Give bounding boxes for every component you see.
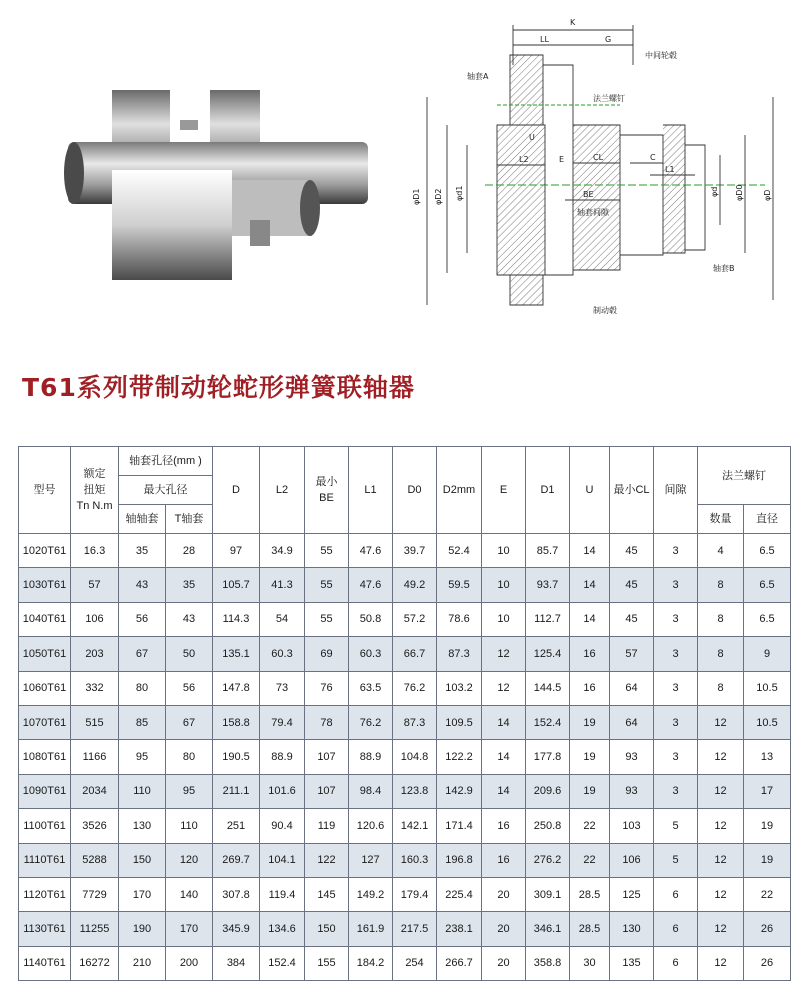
table-cell: 93: [610, 774, 654, 808]
table-cell: 8: [698, 602, 744, 636]
table-cell: 251: [213, 809, 260, 843]
table-cell: 55: [305, 568, 349, 602]
table-cell: 54: [260, 602, 305, 636]
header-e: E: [482, 447, 526, 534]
table-cell: 73: [260, 671, 305, 705]
table-cell: 106: [610, 843, 654, 877]
table-cell: 211.1: [213, 774, 260, 808]
table-cell: 57.2: [393, 602, 437, 636]
table-cell: 150: [305, 912, 349, 946]
table-cell: 8: [698, 637, 744, 671]
table-cell: 7729: [71, 877, 119, 911]
table-cell: 78: [305, 705, 349, 739]
table-cell: 76: [305, 671, 349, 705]
table-cell: 12: [698, 843, 744, 877]
table-cell: 12: [698, 946, 744, 980]
table-cell: 60.3: [349, 637, 393, 671]
header-bolt-qty: 数量: [698, 505, 744, 534]
table-cell: 41.3: [260, 568, 305, 602]
header-bolt-dia: 直径: [744, 505, 791, 534]
table-row: [19, 568, 791, 602]
table-cell: 103: [610, 809, 654, 843]
table-cell: 12: [698, 705, 744, 739]
table-cell: 28: [166, 534, 213, 568]
table-cell: 135.1: [213, 637, 260, 671]
table-cell: 12: [698, 877, 744, 911]
table-cell: 106: [71, 602, 119, 636]
table-cell: 14: [482, 740, 526, 774]
table-cell: 140: [166, 877, 213, 911]
table-cell: 85.7: [526, 534, 570, 568]
table-cell: 10.5: [744, 671, 791, 705]
table-cell: 30: [570, 946, 610, 980]
table-cell: 135: [610, 946, 654, 980]
dim-label-e: E: [559, 155, 565, 164]
table-cell: 5288: [71, 843, 119, 877]
table-cell: 110: [166, 809, 213, 843]
table-cell: 309.1: [526, 877, 570, 911]
table-cell: 6: [654, 877, 698, 911]
table-cell: 97: [213, 534, 260, 568]
label-flange-bolt: 法兰螺钉: [593, 94, 625, 103]
label-middle-wheel: 中间轮毂: [645, 51, 677, 60]
table-cell: 12: [698, 912, 744, 946]
table-cell: 110: [119, 774, 166, 808]
table-cell: 26: [744, 946, 791, 980]
table-cell: 515: [71, 705, 119, 739]
table-cell: 66.7: [393, 637, 437, 671]
label-hub-b: 轴套B: [713, 264, 735, 273]
table-cell: 64: [610, 671, 654, 705]
table-cell: 103.2: [437, 671, 482, 705]
table-cell: 19: [744, 809, 791, 843]
table-cell: 43: [166, 602, 213, 636]
table-cell: 16: [570, 637, 610, 671]
table-cell: 19: [570, 774, 610, 808]
table-cell: 2034: [71, 774, 119, 808]
table-cell: 130: [119, 809, 166, 843]
table-cell: 60.3: [260, 637, 305, 671]
table-cell: 225.4: [437, 877, 482, 911]
dim-label-c: C: [650, 153, 656, 162]
table-cell: 11255: [71, 912, 119, 946]
table-cell: 123.8: [393, 774, 437, 808]
table-cell: 63.5: [349, 671, 393, 705]
table-cell: 170: [166, 912, 213, 946]
header-torque-line2: 扭矩: [83, 484, 106, 496]
header-torque-line3: Tn N.m: [76, 500, 113, 512]
table-cell: 238.1: [437, 912, 482, 946]
table-row: [19, 705, 791, 739]
table-cell: 88.9: [349, 740, 393, 774]
dim-label-d2: φD2: [434, 188, 443, 205]
table-cell: 10: [482, 534, 526, 568]
dim-label-u: U: [529, 133, 535, 142]
table-cell: 184.2: [349, 946, 393, 980]
table-cell: 80: [166, 740, 213, 774]
table-cell: 170: [119, 877, 166, 911]
table-cell: 384: [213, 946, 260, 980]
table-cell: 35: [119, 534, 166, 568]
table-cell: 120: [166, 843, 213, 877]
dim-label-d-bore: φd: [710, 186, 719, 197]
table-cell: 149.2: [349, 877, 393, 911]
table-cell: 1090T61: [19, 774, 71, 808]
table-row: [19, 740, 791, 774]
table-cell: 20: [482, 912, 526, 946]
table-cell: 22: [570, 809, 610, 843]
table-cell: 125: [610, 877, 654, 911]
table-cell: 22: [570, 843, 610, 877]
header-torque: [71, 447, 119, 534]
header-max-bore: 最大孔径: [119, 476, 213, 505]
table-cell: 20: [482, 946, 526, 980]
header-d1: D1: [526, 447, 570, 534]
table-cell: 127: [349, 843, 393, 877]
table-cell: 12: [698, 740, 744, 774]
table-cell: 112.7: [526, 602, 570, 636]
table-cell: 55: [305, 602, 349, 636]
table-cell: 45: [610, 602, 654, 636]
table-cell: 142.1: [393, 809, 437, 843]
table-cell: 209.6: [526, 774, 570, 808]
table-cell: 12: [698, 809, 744, 843]
table-cell: 57: [610, 637, 654, 671]
table-cell: 3: [654, 774, 698, 808]
table-cell: 16272: [71, 946, 119, 980]
table-cell: 160.3: [393, 843, 437, 877]
table-cell: 200: [166, 946, 213, 980]
table-cell: 125.4: [526, 637, 570, 671]
header-l2: L2: [260, 447, 305, 534]
table-cell: 93: [610, 740, 654, 774]
table-cell: 152.4: [260, 946, 305, 980]
header-d2: D2mm: [437, 447, 482, 534]
label-brake-wheel: 制动毂: [593, 306, 617, 315]
table-cell: 45: [610, 568, 654, 602]
table-cell: 12: [698, 774, 744, 808]
table-cell: 266.7: [437, 946, 482, 980]
table-cell: 76.2: [349, 705, 393, 739]
table-cell: 16.3: [71, 534, 119, 568]
table-cell: 269.7: [213, 843, 260, 877]
table-cell: 122.2: [437, 740, 482, 774]
table-cell: 93.7: [526, 568, 570, 602]
table-cell: 307.8: [213, 877, 260, 911]
table-cell: 358.8: [526, 946, 570, 980]
table-cell: 142.9: [437, 774, 482, 808]
table-row: [19, 946, 791, 980]
table-cell: 179.4: [393, 877, 437, 911]
table-cell: 28.5: [570, 912, 610, 946]
table-cell: 52.4: [437, 534, 482, 568]
table-cell: 104.8: [393, 740, 437, 774]
table-cell: 1130T61: [19, 912, 71, 946]
table-cell: 26: [744, 912, 791, 946]
table-cell: 35: [166, 568, 213, 602]
page-title: T61系列带制动轮蛇形弹簧联轴器: [22, 373, 415, 402]
dim-label-d-outer: φD: [763, 189, 772, 201]
table-cell: 203: [71, 637, 119, 671]
table-cell: 134.6: [260, 912, 305, 946]
table-cell: 8: [698, 671, 744, 705]
table-cell: 55: [305, 534, 349, 568]
table-row: [19, 534, 791, 568]
table-cell: 16: [482, 843, 526, 877]
coupling-photo: [60, 70, 380, 300]
table-cell: 85: [119, 705, 166, 739]
table-cell: 6.5: [744, 534, 791, 568]
table-cell: 196.8: [437, 843, 482, 877]
coupling-technical-drawing: [405, 5, 800, 330]
header-flange-bolt: 法兰螺钉: [698, 447, 791, 505]
table-cell: 6.5: [744, 602, 791, 636]
table-cell: 1070T61: [19, 705, 71, 739]
table-cell: 1040T61: [19, 602, 71, 636]
table-row: [19, 843, 791, 877]
dim-label-cl: CL: [593, 153, 604, 162]
table-cell: 88.9: [260, 740, 305, 774]
table-cell: 254: [393, 946, 437, 980]
table-cell: 1120T61: [19, 877, 71, 911]
dim-label-l1: L1: [665, 165, 675, 174]
dim-label-k: K: [570, 18, 576, 27]
table-cell: 34.9: [260, 534, 305, 568]
table-cell: 45: [610, 534, 654, 568]
table-cell: 14: [570, 534, 610, 568]
table-cell: 1020T61: [19, 534, 71, 568]
table-cell: 190.5: [213, 740, 260, 774]
table-cell: 147.8: [213, 671, 260, 705]
table-cell: 3: [654, 568, 698, 602]
table-cell: 1166: [71, 740, 119, 774]
table-cell: 101.6: [260, 774, 305, 808]
table-cell: 150: [119, 843, 166, 877]
table-cell: 19: [744, 843, 791, 877]
table-cell: 177.8: [526, 740, 570, 774]
table-cell: 50.8: [349, 602, 393, 636]
header-bore: 轴套孔径(mm ): [119, 447, 213, 476]
table-row: [19, 671, 791, 705]
table-cell: 161.9: [349, 912, 393, 946]
table-cell: 3526: [71, 809, 119, 843]
table-cell: 3: [654, 534, 698, 568]
dim-label-ll: LL: [540, 35, 549, 44]
header-torque-line1: 额定: [83, 468, 106, 480]
table-cell: 5: [654, 843, 698, 877]
table-cell: 3: [654, 671, 698, 705]
table-cell: 3: [654, 602, 698, 636]
table-cell: 210: [119, 946, 166, 980]
table-cell: 6.5: [744, 568, 791, 602]
table-cell: 28.5: [570, 877, 610, 911]
dim-label-l2: L2: [519, 155, 529, 164]
header-model: 型号: [19, 447, 71, 534]
table-cell: 1140T61: [19, 946, 71, 980]
header-l1: L1: [349, 447, 393, 534]
table-cell: 78.6: [437, 602, 482, 636]
table-cell: 1100T61: [19, 809, 71, 843]
table-cell: 6: [654, 912, 698, 946]
table-cell: 14: [482, 774, 526, 808]
table-cell: 3: [654, 637, 698, 671]
header-min-be: [305, 447, 349, 534]
table-cell: 79.4: [260, 705, 305, 739]
table-cell: 8: [698, 568, 744, 602]
table-cell: 10: [482, 568, 526, 602]
table-cell: 12: [482, 671, 526, 705]
table-cell: 332: [71, 671, 119, 705]
table-row: [19, 877, 791, 911]
table-cell: 109.5: [437, 705, 482, 739]
label-hub-a: 轴套A: [467, 72, 489, 81]
table-cell: 57: [71, 568, 119, 602]
dim-label-d1-outer: φD1: [412, 188, 421, 205]
table-cell: 4: [698, 534, 744, 568]
table-cell: 19: [570, 740, 610, 774]
table-cell: 1050T61: [19, 637, 71, 671]
table-row: [19, 637, 791, 671]
table-cell: 107: [305, 774, 349, 808]
table-row: [19, 809, 791, 843]
table-cell: 122: [305, 843, 349, 877]
table-cell: 17: [744, 774, 791, 808]
table-cell: 47.6: [349, 568, 393, 602]
table-cell: 64: [610, 705, 654, 739]
table-cell: 10: [482, 602, 526, 636]
table-cell: 95: [166, 774, 213, 808]
header-min-cl: 最小CL: [610, 447, 654, 534]
table-cell: 47.6: [349, 534, 393, 568]
table-cell: 9: [744, 637, 791, 671]
table-cell: 144.5: [526, 671, 570, 705]
dim-label-d1-bore: φd1: [455, 185, 464, 201]
table-cell: 276.2: [526, 843, 570, 877]
table-cell: 171.4: [437, 809, 482, 843]
table-cell: 5: [654, 809, 698, 843]
table-cell: 130: [610, 912, 654, 946]
table-cell: 3: [654, 705, 698, 739]
table-cell: 14: [482, 705, 526, 739]
table-cell: 346.1: [526, 912, 570, 946]
table-cell: 107: [305, 740, 349, 774]
table-cell: 80: [119, 671, 166, 705]
dim-label-be: BE: [583, 190, 594, 199]
table-cell: 98.4: [349, 774, 393, 808]
table-cell: 217.5: [393, 912, 437, 946]
table-cell: 20: [482, 877, 526, 911]
table-cell: 49.2: [393, 568, 437, 602]
table-cell: 69: [305, 637, 349, 671]
table-cell: 119.4: [260, 877, 305, 911]
table-cell: 67: [166, 705, 213, 739]
table-cell: 95: [119, 740, 166, 774]
table-cell: 152.4: [526, 705, 570, 739]
label-hub-gap: 轴套间隙: [577, 208, 609, 217]
spec-table: [18, 446, 791, 981]
table-cell: 119: [305, 809, 349, 843]
spec-table-body: [19, 534, 791, 981]
table-cell: 67: [119, 637, 166, 671]
table-cell: 56: [119, 602, 166, 636]
table-cell: 158.8: [213, 705, 260, 739]
table-cell: 250.8: [526, 809, 570, 843]
table-cell: 1060T61: [19, 671, 71, 705]
table-row: [19, 912, 791, 946]
table-cell: 59.5: [437, 568, 482, 602]
table-cell: 50: [166, 637, 213, 671]
table-cell: 87.3: [437, 637, 482, 671]
table-cell: 76.2: [393, 671, 437, 705]
table-cell: 43: [119, 568, 166, 602]
table-cell: 19: [570, 705, 610, 739]
header-t-hub: T轴套: [166, 505, 213, 534]
table-cell: 6: [654, 946, 698, 980]
table-cell: 3: [654, 740, 698, 774]
table-cell: 190: [119, 912, 166, 946]
table-cell: 39.7: [393, 534, 437, 568]
table-cell: 114.3: [213, 602, 260, 636]
table-cell: 87.3: [393, 705, 437, 739]
table-cell: 155: [305, 946, 349, 980]
table-cell: 14: [570, 568, 610, 602]
dim-label-d0: φD0: [735, 184, 744, 201]
dim-label-g: G: [605, 35, 612, 44]
table-cell: 12: [482, 637, 526, 671]
header-d0: D0: [393, 447, 437, 534]
table-cell: 105.7: [213, 568, 260, 602]
table-cell: 1080T61: [19, 740, 71, 774]
header-min-be-line1: 最小: [315, 476, 338, 488]
table-cell: 1110T61: [19, 843, 71, 877]
table-row: [19, 774, 791, 808]
header-shaft-hub: 轴轴套: [119, 505, 166, 534]
table-cell: 22: [744, 877, 791, 911]
table-cell: 1030T61: [19, 568, 71, 602]
table-cell: 56: [166, 671, 213, 705]
table-row: [19, 602, 791, 636]
table-cell: 16: [482, 809, 526, 843]
table-cell: 13: [744, 740, 791, 774]
header-d: D: [213, 447, 260, 534]
table-cell: 145: [305, 877, 349, 911]
table-cell: 104.1: [260, 843, 305, 877]
table-cell: 345.9: [213, 912, 260, 946]
header-u: U: [570, 447, 610, 534]
table-cell: 90.4: [260, 809, 305, 843]
table-cell: 14: [570, 602, 610, 636]
table-cell: 10.5: [744, 705, 791, 739]
table-cell: 120.6: [349, 809, 393, 843]
table-cell: 16: [570, 671, 610, 705]
header-gap: 间隙: [654, 447, 698, 534]
header-min-be-line2: BE: [319, 492, 334, 504]
